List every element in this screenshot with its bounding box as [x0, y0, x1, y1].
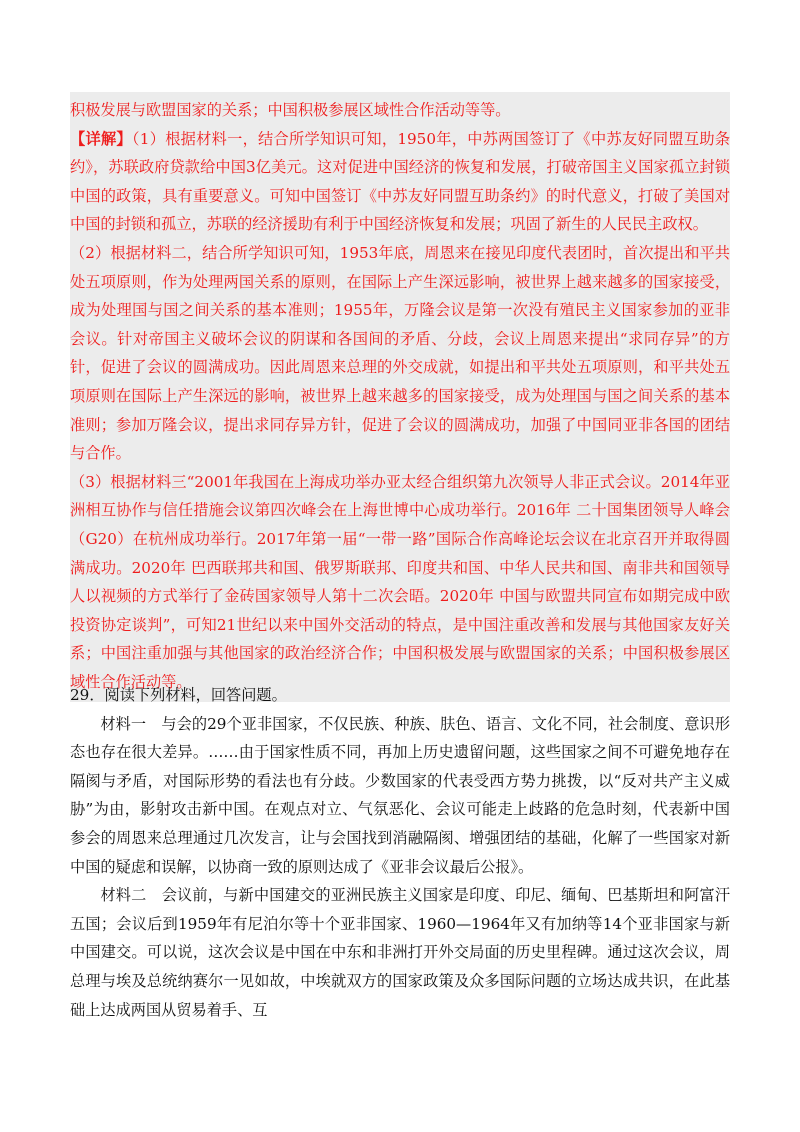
- material-1-text: 与会的29个亚非国家，不仅民族、种族、肤色、语言、文化不同，社会制度、意识形态也存在很大差异。……由于国家性质不同，再加上历史遗留问题，这些国家之间不可避免地存在隔阂与矛盾，对国际形势的看法也有分歧。少数国家的代表受西方势力挑拨，以“反对共产主义威胁”为由，影射攻击新中国。在观点对立、气氛恶化、会议可能走上歧路的危急时刻，代表新中国参会的周恩来总理通过几次发言，让与会国找到消融隔阂、增强团结的基础，化解了一些国家对新中国的疑虑和误解，以协商一致的原则达成了《亚非会议最后公报》。: [70, 714, 731, 876]
- answer-detail-part1: [70, 125, 730, 239]
- answer-detail-part3: （3）根据材料三“2001年我国在上海成功举办亚太经合组织第九次领导人非正式会议。2014年亚洲相互协作与信任措施会议第四次峰会在上海世博中心成功举行。2016年 二十国集团领导人峰会（G20）在杭州成功举行。2017年第一届“一带一路”国际合作高峰论坛会议在北京召开并取得圆满成功。2020年 巴西联邦共和国、俄罗斯联邦、印度共和国、中华人民共和国、南非共和国领导人以视频的方式举行了金砖国家领导人第十二次会晤。2020年 中国与欧盟共同宣布如期完成中欧投资协定谈判”，可知21世纪以来中国外交活动的特点，是中国注重改善和发展与其他国家友好关系；中国注重加强与其他国家的政治经济合作；中国积极发展与欧盟国家的关系；中国积极参展区域性合作活动等。: [70, 472, 730, 691]
- detail-part1-text: （1）根据材料一，结合所学知识可知，1950年，中苏两国签订了《中苏友好同盟互助条约》，苏联政府贷款给中国3亿美元。这对促进中国经济的恢复和发展，打破帝国主义国家孤立封锁中国的政策，具有重要意义。可知中国签订《中苏友好同盟互助条约》的时代意义，打破了美国对中国的封锁和孤立，苏联的经济援助有利于中国经济恢复和发展；巩固了新生的人民民主政权。: [70, 129, 731, 234]
- material-1: [70, 710, 730, 882]
- question-29: [70, 681, 730, 1024]
- material-2-text: 会议前，与新中国建交的亚洲民族主义国家是印度、印尼、缅甸、巴基斯坦和阿富汗五国；会议后到1959年有尼泊尔等十个亚非国家、1960—1964年又有加纳等14个亚非国家与新中国建交。可以说，这次会议是中国在中东和非洲打开外交局面的历史里程碑。通过这次会议，周总理与埃及总统纳赛尔一见如故，中埃就双方的国家政策及众多国际问题的立场达成共识，在此基础上达成两国从贸易着手、互: [70, 886, 731, 1019]
- material-2-label: 材料二: [100, 886, 147, 905]
- material-1-label: 材料一: [100, 714, 147, 733]
- answer-detail-part2: （2）根据材料二，结合所学知识可知，1953年底，周恩来在接见印度代表团时，首次提出和平共处五项原则，作为处理两国关系的原则，在国际上产生深远影响，被世界上越来越多的国家接受，成为处理国与国之间关系的基本准则；1955年，万隆会议是第一次没有殖民主义国家参加的亚非会议。针对帝国主义破坏会议的阴谋和各国间的矛盾、分歧，会议上周恩来提出“求同存异”的方针，促进了会议的圆满成功。因此周恩来总理的外交成就，如提出和平共处五项原则，和平共处五项原则在国际上产生深远的影响，被世界上越来越多的国家接受，成为处理国与国之间关系的基本准则；参加万隆会议，提出求同存异方针，促进了会议的圆满成功，加强了中国同亚非各国的团结与合作。: [70, 243, 730, 463]
- detail-label: 【详解】: [70, 129, 132, 148]
- answer-line-continued: 积极发展与欧盟国家的关系；中国积极参展区域性合作活动等等。: [70, 101, 511, 119]
- question-title: 29．阅读下列材料，回答问题。: [70, 686, 287, 704]
- answer-explanation-box: [70, 92, 730, 702]
- material-2: [70, 881, 730, 1024]
